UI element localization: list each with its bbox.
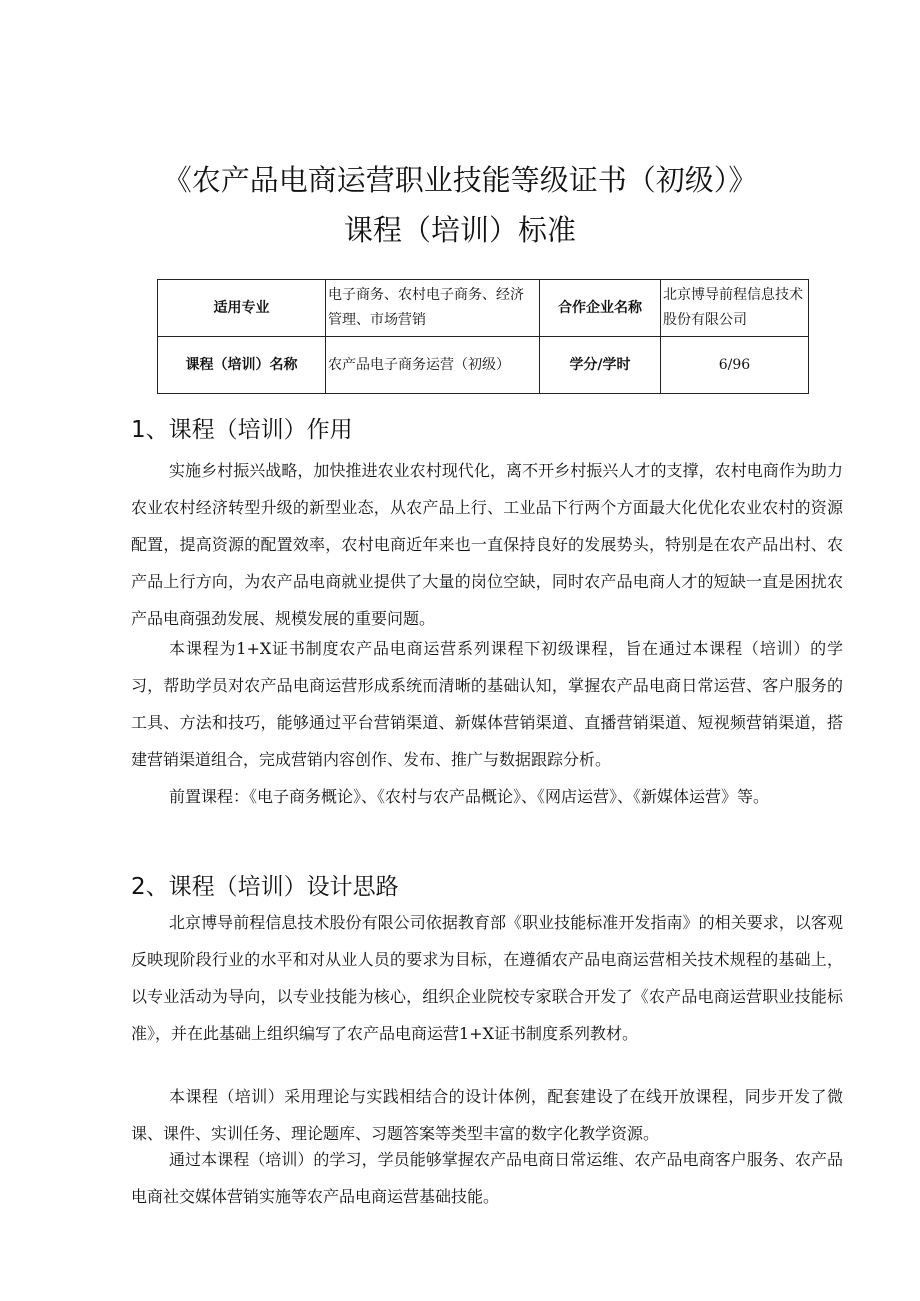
document-title-line1: 《农产品电商运营职业技能等级证书（初级）》	[162, 163, 758, 197]
credits-hours-value: 6/96	[661, 337, 809, 394]
applicable-major-label: 适用专业	[158, 280, 326, 337]
table-row	[158, 280, 809, 337]
section-1-paragraph-1: 实施乡村振兴战略，加快推进农业农村现代化，离不开乡村振兴人才的支撑，农村电商作为助力农业农村经济转型升级的新型业态，从农产品上行、工业品下行两个方面最大化优化农业农村的资源配置，提高资源的配置效率，农村电商近年来也一直保持良好的发展势头，特别是在农产品出村、农产品上行方向，为农产品电商就业提供了大量的岗位空缺，同时农产品电商人才的短缺一直是困扰农产品电商强劲发展、规模发展的重要问题。	[131, 461, 843, 628]
section-2-paragraph-2: 本课程（培训）采用理论与实践相结合的设计体例，配套建设了在线开放课程，同步开发了微课、课件、实训任务、理论题库、习题答案等类型丰富的数字化教学资源。	[131, 1087, 843, 1143]
section-2-paragraph-3: 通过本课程（培训）的学习，学员能够掌握农产品电商日常运维、农产品电商客户服务、农产品电商社交媒体营销实施等农产品电商运营基础技能。	[131, 1150, 843, 1206]
credits-hours-label: 学分/学时	[540, 337, 661, 394]
partner-company-label: 合作企业名称	[540, 280, 661, 337]
applicable-major-value: 电子商务、农村电子商务、经济管理、市场营销	[326, 280, 540, 337]
section-1-heading: 1、课程（培训）作用	[131, 417, 353, 443]
course-name-label: 课程（培训）名称	[158, 337, 326, 394]
section-1-paragraph-3: 前置课程：《电子商务概论》、《农村与农产品概论》、《网店运营》、《新媒体运营》等。	[169, 787, 770, 806]
course-name-value: 农产品电子商务运营（初级）	[326, 337, 540, 394]
partner-company-value: 北京博导前程信息技术股份有限公司	[661, 280, 809, 337]
section-1-paragraph-2: 本课程为1+X证书制度农产品电商运营系列课程下初级课程，旨在通过本课程（培训）的学习，帮助学员对农产品电商运营形成系统而清晰的基础认知，掌握农产品电商日常运营、客户服务的工具、方法和技巧，能够通过平台营销渠道、新媒体营销渠道、直播营销渠道、短视频营销渠道，搭建营销渠道组合，完成营销内容创作、发布、推广与数据跟踪分析。	[131, 639, 843, 769]
section-2-heading: 2、课程（培训）设计思路	[131, 874, 399, 900]
table-row	[158, 337, 809, 394]
course-info-table	[157, 279, 809, 394]
section-2-paragraph-1: 北京博导前程信息技术股份有限公司依据教育部《职业技能标准开发指南》的相关要求，以客观反映现阶段行业的水平和对从业人员的要求为目标，在遵循农产品电商运营相关技术规程的基础上，以专业活动为导向，以专业技能为核心，组织企业院校专家联合开发了《农产品电商运营职业技能标准》，并在此基础上组织编写了农产品电商运营1+X证书制度系列教材。	[131, 913, 843, 1043]
document-title-line2: 课程（培训）标准	[343, 213, 576, 247]
